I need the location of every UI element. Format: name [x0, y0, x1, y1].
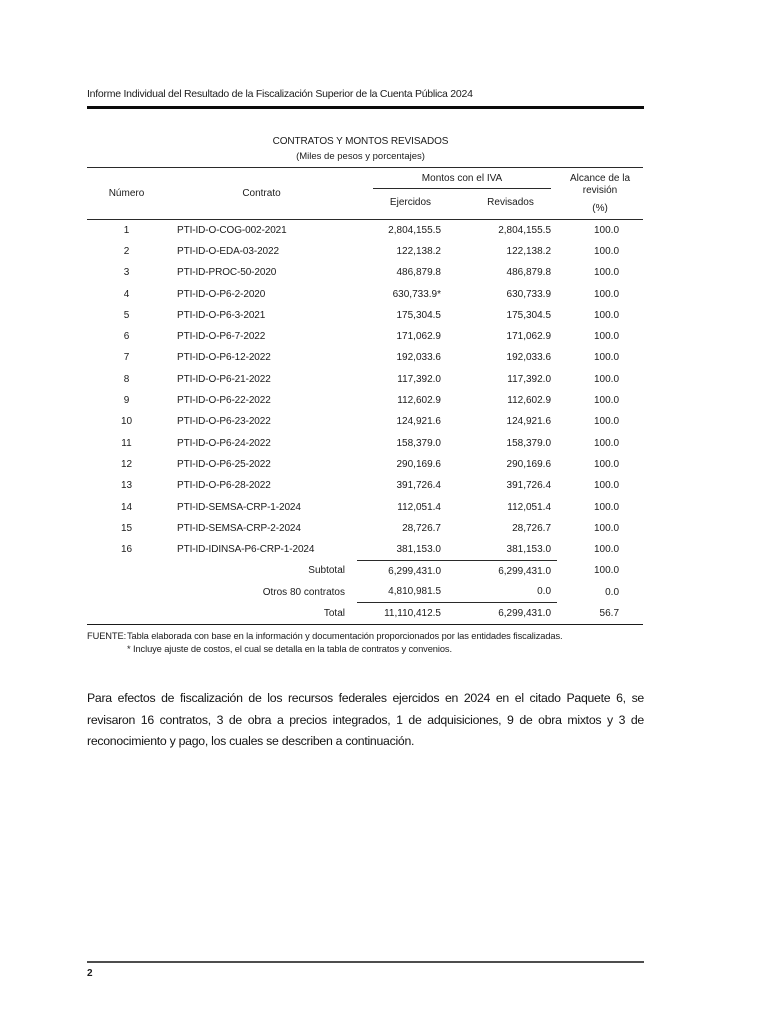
cell-revisados: 630,733.9 [506, 288, 552, 300]
cell-revisados: 175,304.5 [506, 309, 552, 321]
cell-numero: 12 [120, 458, 133, 470]
cell-contrato: PTI-ID-O-P6-25-2022 [177, 458, 271, 470]
cell-alcance: 100.0 [593, 224, 620, 236]
cell-ejercidos: 6,299,431.0 [357, 560, 464, 581]
cell-alcance: 100.0 [593, 267, 620, 279]
cell-ejercidos: 117,392.0 [397, 373, 441, 385]
cell-ejercidos: 124,921.6 [396, 416, 441, 428]
cell-alcance: 100.0 [593, 501, 620, 513]
cell-revisados: 192,033.6 [506, 352, 552, 364]
cell-alcance: 100.0 [593, 565, 620, 577]
cell-ejercidos: 28,726.7 [402, 522, 441, 534]
table-row [87, 518, 643, 539]
cell-numero: 16 [120, 544, 133, 556]
table-row [87, 241, 643, 262]
table-row [87, 390, 643, 411]
cell-alcance: 100.0 [593, 245, 620, 257]
contracts-table [87, 167, 643, 625]
cell-contrato: PTI-ID-O-P6-21-2022 [177, 373, 271, 385]
cell-revisados: 112,602.9 [507, 395, 552, 407]
cell-contrato: PTI-ID-SEMSA-CRP-2-2024 [177, 522, 301, 534]
cell-alcance: 100.0 [593, 522, 620, 534]
cell-numero: 11 [121, 437, 132, 449]
contracts-table-block [87, 136, 644, 657]
cell-contrato: PTI-ID-O-P6-28-2022 [177, 480, 271, 492]
cell-revisados: 124,921.6 [506, 416, 552, 428]
cell-alcance: 100.0 [593, 395, 620, 407]
cell-revisados: 381,153.0 [506, 543, 552, 555]
table-row [87, 347, 643, 368]
cell-contrato: PTI-ID-O-P6-7-2022 [177, 331, 266, 343]
cell-summary-label: Otros 80 contratos [262, 586, 345, 598]
cell-revisados: 117,392.0 [507, 373, 552, 385]
cell-alcance: 100.0 [593, 331, 620, 343]
cell-numero: 7 [123, 352, 130, 364]
table-row [87, 326, 643, 347]
table-row [87, 475, 643, 496]
cell-ejercidos: 290,169.6 [396, 458, 441, 470]
cell-revisados: 171,062.9 [506, 331, 552, 343]
cell-alcance: 100.0 [593, 352, 620, 364]
table-row [87, 496, 643, 517]
cell-numero: 13 [120, 480, 133, 492]
cell-numero: 4 [123, 288, 130, 300]
source-line-1: Tabla elaborada con base en la información y documentación proporcionados por las entidades fiscalizadas. [127, 630, 563, 641]
cell-numero: 3 [123, 267, 130, 279]
cell-ejercidos: 4,810,981.5 [388, 586, 441, 598]
cell-revisados: 122,138.2 [506, 245, 552, 257]
table-row [87, 262, 643, 283]
cell-numero: 2 [123, 245, 130, 257]
table-header [87, 168, 643, 220]
cell-revisados: 6,299,431.0 [464, 603, 557, 624]
cell-ejercidos: 158,379.0 [396, 437, 441, 449]
cell-contrato: PTI-ID-O-P6-2-2020 [177, 288, 266, 300]
column-header-revisados: Revisados [487, 196, 534, 208]
cell-numero: 1 [123, 224, 130, 236]
cell-contrato: PTI-ID-IDINSA-P6-CRP-1-2024 [177, 544, 315, 556]
cell-contrato: PTI-ID-O-COG-002-2021 [177, 224, 287, 236]
table-row [87, 220, 643, 241]
column-header-alcance-label: Alcance de la revisión [569, 172, 631, 196]
cell-contrato: PTI-ID-O-EDA-03-2022 [177, 245, 279, 257]
cell-revisados: 6,299,431.0 [464, 560, 557, 581]
column-header-alcance-unit: (%) [592, 202, 608, 214]
cell-ejercidos: 2,804,155.5 [388, 224, 441, 236]
cell-ejercidos: 112,051.4 [397, 501, 441, 513]
summary-row [87, 560, 643, 581]
cell-ejercidos: 192,033.6 [396, 352, 441, 364]
cell-contrato: PTI-ID-O-P6-22-2022 [177, 395, 271, 407]
source-text [127, 630, 644, 657]
cell-numero: 14 [120, 501, 133, 513]
page-number: 2 [87, 968, 93, 979]
summary-row [87, 582, 643, 603]
table-row [87, 305, 643, 326]
cell-revisados: 391,726.4 [506, 480, 552, 492]
cell-alcance: 100.0 [593, 437, 620, 449]
table-row [87, 454, 643, 475]
table-body [87, 220, 643, 625]
cell-revisados: 290,169.6 [506, 458, 552, 470]
cell-alcance: 100.0 [593, 309, 620, 321]
cell-ejercidos: 175,304.5 [396, 309, 441, 321]
cell-alcance: 0.0 [605, 586, 620, 598]
cell-revisados: 2,804,155.5 [498, 224, 552, 236]
cell-ejercidos: 112,602.9 [397, 395, 441, 407]
cell-contrato: PTI-ID-SEMSA-CRP-1-2024 [177, 501, 301, 513]
body-paragraph: Para efectos de fiscalización de los recursos federales ejercidos en 2024 en el citado Paquete 6, se revisaron 16 contratos, 3 de obra a precios integrados, 1 de adquisiciones, 9 de obra mixtos y 3 de reconocimiento y pago, los cuales se describen a continuación. [87, 691, 644, 749]
table-row [87, 369, 643, 390]
summary-row [87, 603, 643, 624]
cell-contrato: PTI-ID-O-P6-23-2022 [177, 416, 271, 428]
cell-alcance: 100.0 [593, 288, 620, 300]
column-header-alcance [557, 168, 643, 220]
cell-revisados: 158,379.0 [506, 437, 552, 449]
cell-contrato: PTI-ID-O-P6-24-2022 [177, 437, 271, 449]
column-header-numero: Número [87, 168, 166, 220]
cell-alcance: 100.0 [593, 544, 620, 556]
cell-contrato: PTI-ID-PROC-50-2020 [177, 267, 277, 279]
cell-ejercidos: 630,733.9* [392, 288, 441, 300]
cell-summary-label: Subtotal [308, 565, 345, 577]
page-footer [87, 961, 644, 981]
source-label: FUENTE: [87, 630, 127, 641]
cell-numero: 5 [123, 309, 130, 321]
cell-ejercidos: 122,138.2 [396, 245, 441, 257]
table-row [87, 411, 643, 432]
cell-alcance: 100.0 [593, 416, 620, 428]
cell-ejercidos: 171,062.9 [396, 331, 441, 343]
cell-ejercidos: 486,879.8 [396, 267, 441, 279]
cell-numero: 10 [120, 416, 133, 428]
cell-ejercidos: 391,726.4 [396, 480, 441, 492]
running-header-title: Informe Individual del Resultado de la Fiscalización Superior de la Cuenta Pública 2024 [87, 88, 473, 100]
table-source-note [87, 630, 644, 657]
cell-numero: 6 [123, 331, 130, 343]
cell-contrato: PTI-ID-O-P6-12-2022 [177, 352, 271, 364]
cell-summary-label: Total [323, 607, 345, 619]
cell-alcance: 100.0 [593, 458, 620, 470]
table-title: CONTRATOS Y MONTOS REVISADOS [272, 136, 449, 147]
cell-numero: 15 [120, 522, 133, 534]
cell-revisados: 486,879.8 [506, 267, 552, 279]
table-row [87, 432, 643, 453]
cell-revisados: 112,051.4 [507, 501, 552, 513]
source-line-2: * Incluye ajuste de costos, el cual se detalla en la tabla de contratos y convenios. [127, 644, 452, 655]
cell-alcance: 100.0 [593, 373, 620, 385]
cell-alcance: 56.7 [599, 607, 620, 619]
cell-contrato: PTI-ID-O-P6-3-2021 [177, 309, 266, 321]
cell-numero: 8 [123, 373, 130, 385]
cell-ejercidos: 381,153.0 [396, 543, 441, 555]
column-group-montos-label: Montos con el IVA [373, 168, 551, 189]
column-header-contrato: Contrato [166, 168, 357, 220]
column-group-montos [357, 168, 557, 190]
table-row [87, 283, 643, 304]
table-row [87, 539, 643, 560]
running-header [87, 88, 644, 109]
cell-ejercidos: 11,110,412.5 [357, 603, 464, 624]
column-header-ejercidos: Ejercidos [389, 196, 432, 208]
cell-numero: 9 [123, 395, 130, 407]
cell-revisados: 28,726.7 [512, 522, 552, 534]
cell-revisados: 0.0 [537, 586, 552, 598]
cell-alcance: 100.0 [593, 480, 620, 492]
table-subtitle: (Miles de pesos y porcentajes) [296, 151, 425, 162]
